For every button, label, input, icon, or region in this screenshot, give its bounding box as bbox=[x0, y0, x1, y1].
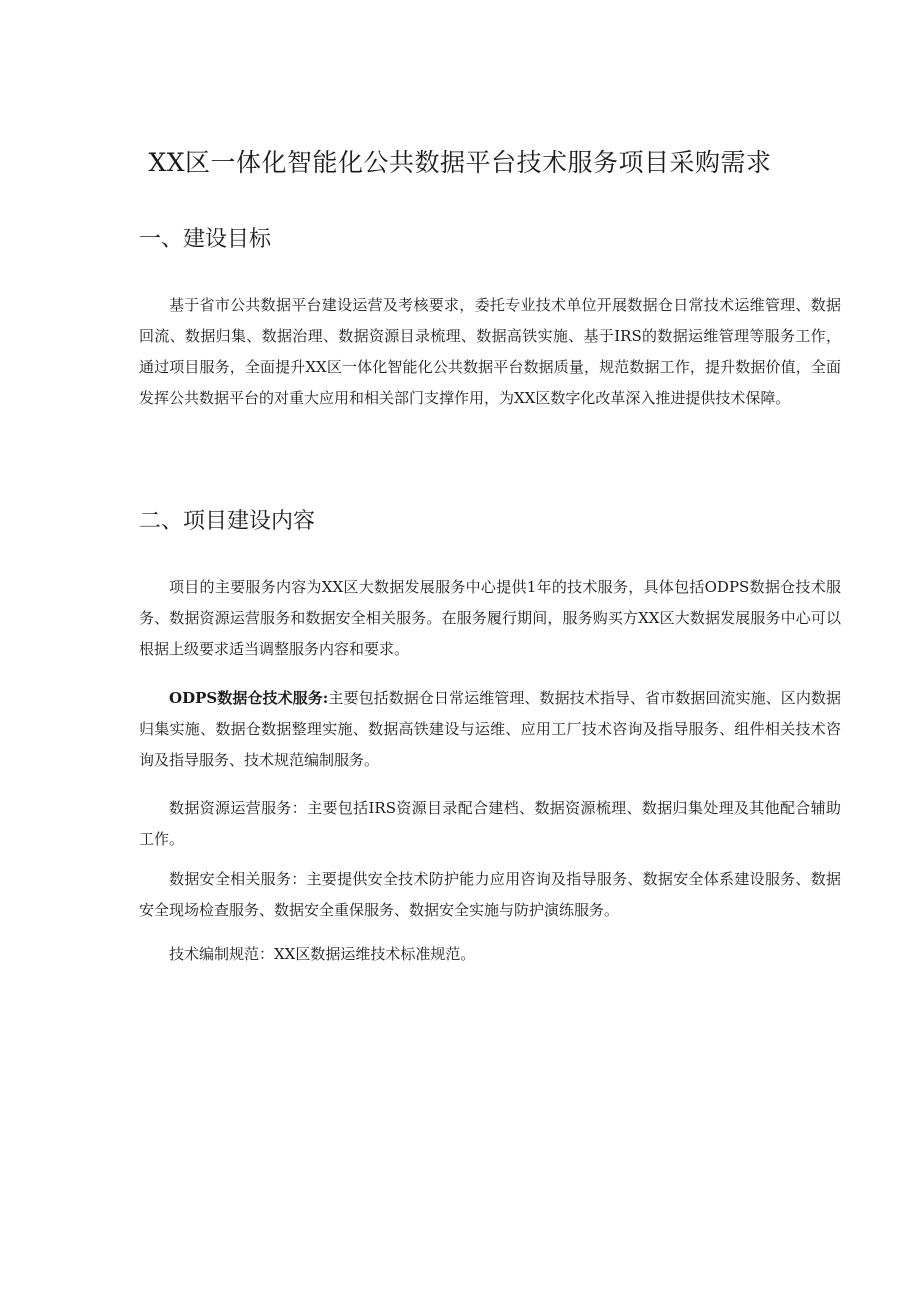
odps-lead: ODPS数据仓技术服务: bbox=[169, 689, 329, 707]
goals-paragraph: 基于省市公共数据平台建设运营及考核要求，委托专业技术单位开展数据仓日常技术运维管理、数据回流、数据归集、数据治理、数据资源目录梳理、数据高铁实施、基于IRS的数据运维管理等服务工作，通过项目服务，全面提升XX区一体化智能化公共数据平台数据质量，规范数据工作，提升数据价值，全面发挥公共数据平台的对重大应用和相关部门支撑作用，为XX区数字化改革深入推进提供技术保障。 bbox=[139, 296, 841, 407]
document-title: XX区一体化智能化公共数据平台技术服务项目采购需求 bbox=[148, 148, 772, 177]
section-heading-content: 二、项目建设内容 bbox=[139, 509, 316, 534]
odps-text: 主要包括数据仓日常运维管理、数据技术指导、省市数据回流实施、区内数据归集实施、数据仓数据整理实施、数据高铁建设与运维、应用工厂技术咨询及指导服务、组件相关技术咨询及指导服务、技术规范编制服务。 bbox=[139, 689, 841, 769]
content-intro-paragraph: 项目的主要服务内容为XX区大数据发展服务中心提供1年的技术服务，具体包括ODPS数据仓技术服务、数据资源运营服务和数据安全相关服务。在服务履行期间，服务购买方XX区大数据发展服务中心可以根据上级要求适当调整服务内容和要求。 bbox=[139, 578, 841, 658]
odps-paragraph bbox=[139, 683, 841, 776]
resource-paragraph: 数据资源运营服务：主要包括IRS资源目录配合建档、数据资源梳理、数据归集处理及其他配合辅助工作。 bbox=[139, 799, 841, 848]
section-heading-goals: 一、建设目标 bbox=[139, 227, 272, 252]
security-paragraph: 数据安全相关服务：主要提供安全技术防护能力应用咨询及指导服务、数据安全体系建设服务、数据安全现场检查服务、数据安全重保服务、数据安全实施与防护演练服务。 bbox=[139, 870, 841, 919]
spec-paragraph: 技术编制规范：XX区数据运维技术标准规范。 bbox=[169, 945, 476, 963]
